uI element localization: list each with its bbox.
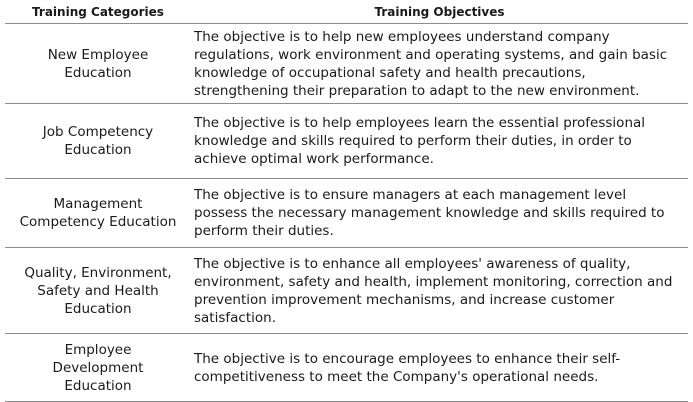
objective-cell: The objective is to enhance all employees' awareness of quality, environment, safety and health, implement monitoring, correction and prevention improvement mechanisms, and increase customer satisfaction. xyxy=(194,255,673,326)
category-cell xyxy=(5,248,191,333)
category-label: Quality, Environment, Safety and Health Education xyxy=(24,264,172,317)
category-label: Employee Development Education xyxy=(52,341,144,394)
table-row xyxy=(5,104,688,179)
table-row xyxy=(5,24,688,104)
objective-cell: The objective is to encourage employees to enhance their self-competitiveness to meet the Company's operational needs. xyxy=(194,350,621,385)
category-label: Management Competency Education xyxy=(19,196,177,230)
objective-cell: The objective is to ensure managers at each management level possess the necessary management knowledge and skills required to perform their duties. xyxy=(194,187,665,239)
objective-cell: The objective is to help employees learn the essential professional knowledge and skills required to perform their duties, in order to achieve optimal work performance. xyxy=(194,115,646,167)
category-cell xyxy=(5,179,191,247)
table-header xyxy=(5,0,688,24)
training-table xyxy=(5,0,688,402)
category-cell xyxy=(5,334,191,401)
header-training-objectives: Training Objectives xyxy=(374,4,505,19)
header-training-categories: Training Categories xyxy=(32,4,164,19)
category-label: Job Competency Education xyxy=(42,124,154,158)
table-row xyxy=(5,248,688,334)
objective-cell: The objective is to help new employees understand company regulations, work environment and operating systems, and gain basic knowledge of occupational safety and health precautions, strengthening their preparation to adapt to the new environment. xyxy=(194,28,668,99)
table-row xyxy=(5,179,688,248)
table-row xyxy=(5,334,688,402)
category-cell xyxy=(5,104,191,178)
category-label: New Employee Education xyxy=(47,46,149,81)
category-cell xyxy=(5,24,191,103)
